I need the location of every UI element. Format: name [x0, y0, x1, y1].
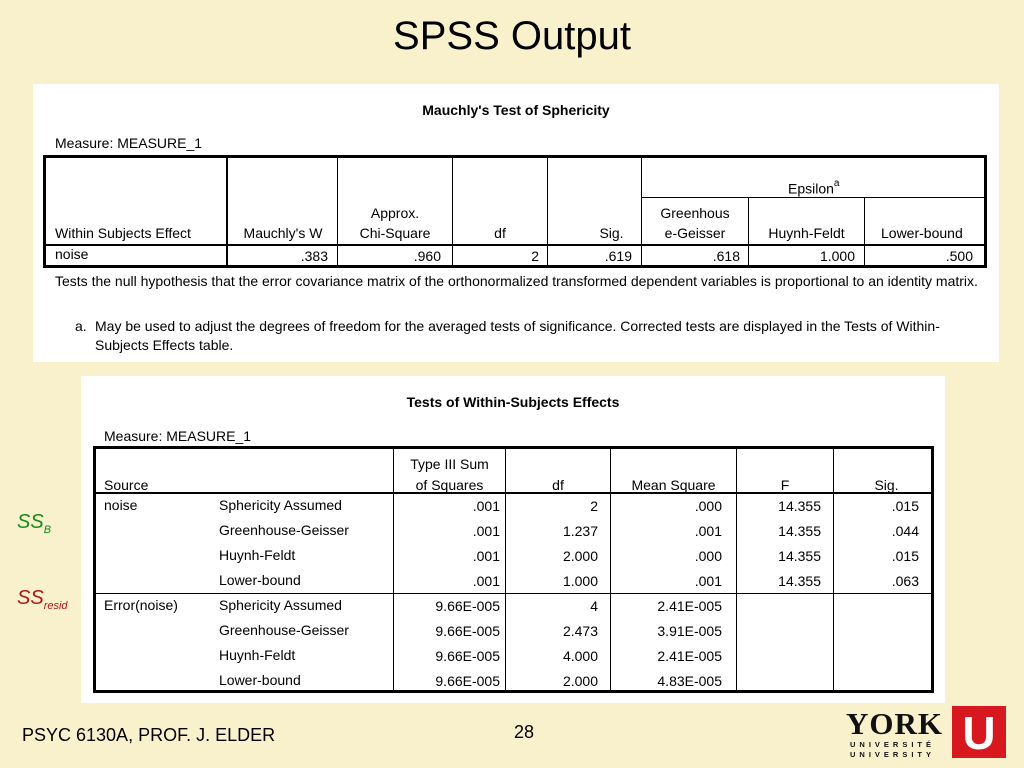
logo-line-1: UNIVERSITÉ	[850, 740, 936, 749]
york-university-logo	[844, 704, 1012, 762]
method-label: Sphericity Assumed	[219, 597, 342, 613]
value-huynh-feldt: 1.000	[819, 248, 855, 264]
header-type-iii-sum: Type III Sum	[410, 456, 489, 472]
df-cell: 4	[590, 598, 598, 614]
logo-line-2: UNIVERSITY	[850, 750, 936, 759]
source-error-noise: Error(noise)	[104, 597, 178, 613]
value-mauchlys-w: .383	[300, 248, 328, 264]
ss-residual-subscript: resid	[43, 600, 68, 612]
ms-cell: 3.91E-005	[657, 623, 722, 639]
row-effect: noise	[55, 246, 89, 262]
df-cell: 2	[590, 498, 598, 514]
epsilon-divider	[641, 197, 986, 198]
mauchly-panel	[33, 84, 999, 362]
mauchly-left-border	[43, 155, 46, 268]
df-cell: 1.237	[562, 523, 598, 539]
within-measure: Measure: MEASURE_1	[104, 428, 252, 444]
value-lower-bound: .500	[945, 248, 973, 264]
header-sig: Sig.	[874, 477, 899, 493]
within-group-divider	[93, 593, 934, 594]
ss-cell: 9.66E-005	[435, 673, 500, 689]
mauchly-measure: Measure: MEASURE_1	[55, 135, 203, 151]
value-greenhouse-geisser: .618	[712, 248, 740, 264]
header-source: Source	[104, 477, 149, 493]
ss-cell: .001	[472, 573, 500, 589]
ss-between-label: $SS_B$	[17, 511, 52, 536]
header-within-subjects-effect: Within Subjects Effect	[55, 225, 191, 241]
header-greenhouse-1: Greenhous	[660, 205, 730, 221]
value-chi-square: .960	[413, 248, 441, 264]
method-label: Greenhouse-Geisser	[219, 622, 349, 638]
slide-title: SPSS Output	[393, 14, 631, 58]
value-sig: .619	[604, 248, 632, 264]
ss-between-subscript: B	[43, 524, 52, 536]
ms-cell: .001	[694, 573, 722, 589]
ss-residual-label: $SS_{resid}$	[17, 587, 68, 612]
epsilon-footnote-marker: a	[833, 178, 840, 189]
sig-cell: .044	[891, 523, 919, 539]
mauchly-col-divider	[226, 155, 228, 268]
logo-letter: U	[962, 707, 996, 759]
header-approx: Approx.	[370, 205, 420, 221]
source-noise: noise	[104, 497, 138, 513]
ss-cell: 9.66E-005	[435, 623, 500, 639]
f-cell: 14.355	[778, 573, 821, 589]
header-of-squares: of Squares	[415, 477, 484, 493]
f-cell: 14.355	[778, 498, 821, 514]
mauchly-null-hypothesis-note: Tests the null hypothesis that the error covariance matrix of the orthonormalized transformed dependent variables is proportional to an identity matrix.	[55, 273, 978, 289]
mauchly-right-border	[984, 155, 987, 268]
mauchly-top-border	[43, 155, 986, 158]
logo-word: YORK	[846, 706, 943, 741]
within-bottom-border	[93, 690, 934, 693]
sig-cell: .015	[891, 498, 919, 514]
header-lower-bound: Lower-bound	[881, 225, 963, 241]
header-df: df	[494, 225, 506, 241]
mauchly-bottom-border	[43, 265, 986, 268]
mauchly-footnote: May be used to adjust the degrees of freedom for the averaged tests of significance. Corrected tests are displayed in the Tests of Within-Subjects Effects table.	[95, 318, 940, 353]
df-cell: 2.000	[562, 548, 598, 564]
ss-cell: 9.66E-005	[435, 598, 500, 614]
header-epsilon: Epsilon$^a$	[788, 178, 840, 197]
header-f: F	[780, 477, 790, 493]
method-label: Sphericity Assumed	[219, 497, 342, 513]
page-number: 28	[514, 722, 535, 742]
df-cell: 2.000	[562, 673, 598, 689]
within-right-border	[931, 446, 934, 693]
header-mean-square: Mean Square	[631, 477, 716, 493]
sig-cell: .063	[891, 573, 919, 589]
footnote-marker: a.	[75, 318, 87, 334]
header-huynh-feldt: Huynh-Feldt	[768, 225, 845, 241]
header-chi-square: Chi-Square	[359, 225, 431, 241]
method-label: Huynh-Feldt	[219, 647, 296, 663]
ms-cell: 4.83E-005	[657, 673, 722, 689]
value-df: 2	[531, 248, 539, 264]
ms-cell: 2.41E-005	[657, 648, 722, 664]
mauchly-header-divider	[43, 244, 986, 246]
within-top-border	[93, 446, 934, 449]
ss-cell: .001	[472, 523, 500, 539]
mauchly-title: Mauchly's Test of Sphericity	[422, 102, 610, 118]
method-label: Greenhouse-Geisser	[219, 522, 349, 538]
header-sig: Sig.	[599, 225, 624, 241]
ms-cell: 2.41E-005	[657, 598, 722, 614]
ms-cell: .000	[694, 548, 722, 564]
method-label: Lower-bound	[219, 572, 301, 588]
df-cell: 2.473	[562, 623, 598, 639]
header-mauchlys-w: Mauchly's W	[243, 225, 323, 241]
method-label: Huynh-Feldt	[219, 547, 296, 563]
ss-cell: .001	[472, 548, 500, 564]
ss-cell: .001	[472, 498, 500, 514]
header-df: df	[552, 477, 564, 493]
df-cell: 4.000	[562, 648, 598, 664]
ms-cell: .000	[694, 498, 722, 514]
f-cell: 14.355	[778, 523, 821, 539]
ms-cell: .001	[694, 523, 722, 539]
within-title: Tests of Within-Subjects Effects	[406, 394, 620, 410]
within-left-border	[93, 446, 96, 693]
within-subjects-panel	[81, 376, 945, 703]
course-footer: PSYC 6130A, PROF. J. ELDER	[22, 725, 276, 745]
method-label: Lower-bound	[219, 672, 301, 688]
header-greenhouse-2: e-Geisser	[664, 225, 726, 241]
sig-cell: .015	[891, 548, 919, 564]
df-cell: 1.000	[562, 573, 598, 589]
f-cell: 14.355	[778, 548, 821, 564]
ss-cell: 9.66E-005	[435, 648, 500, 664]
